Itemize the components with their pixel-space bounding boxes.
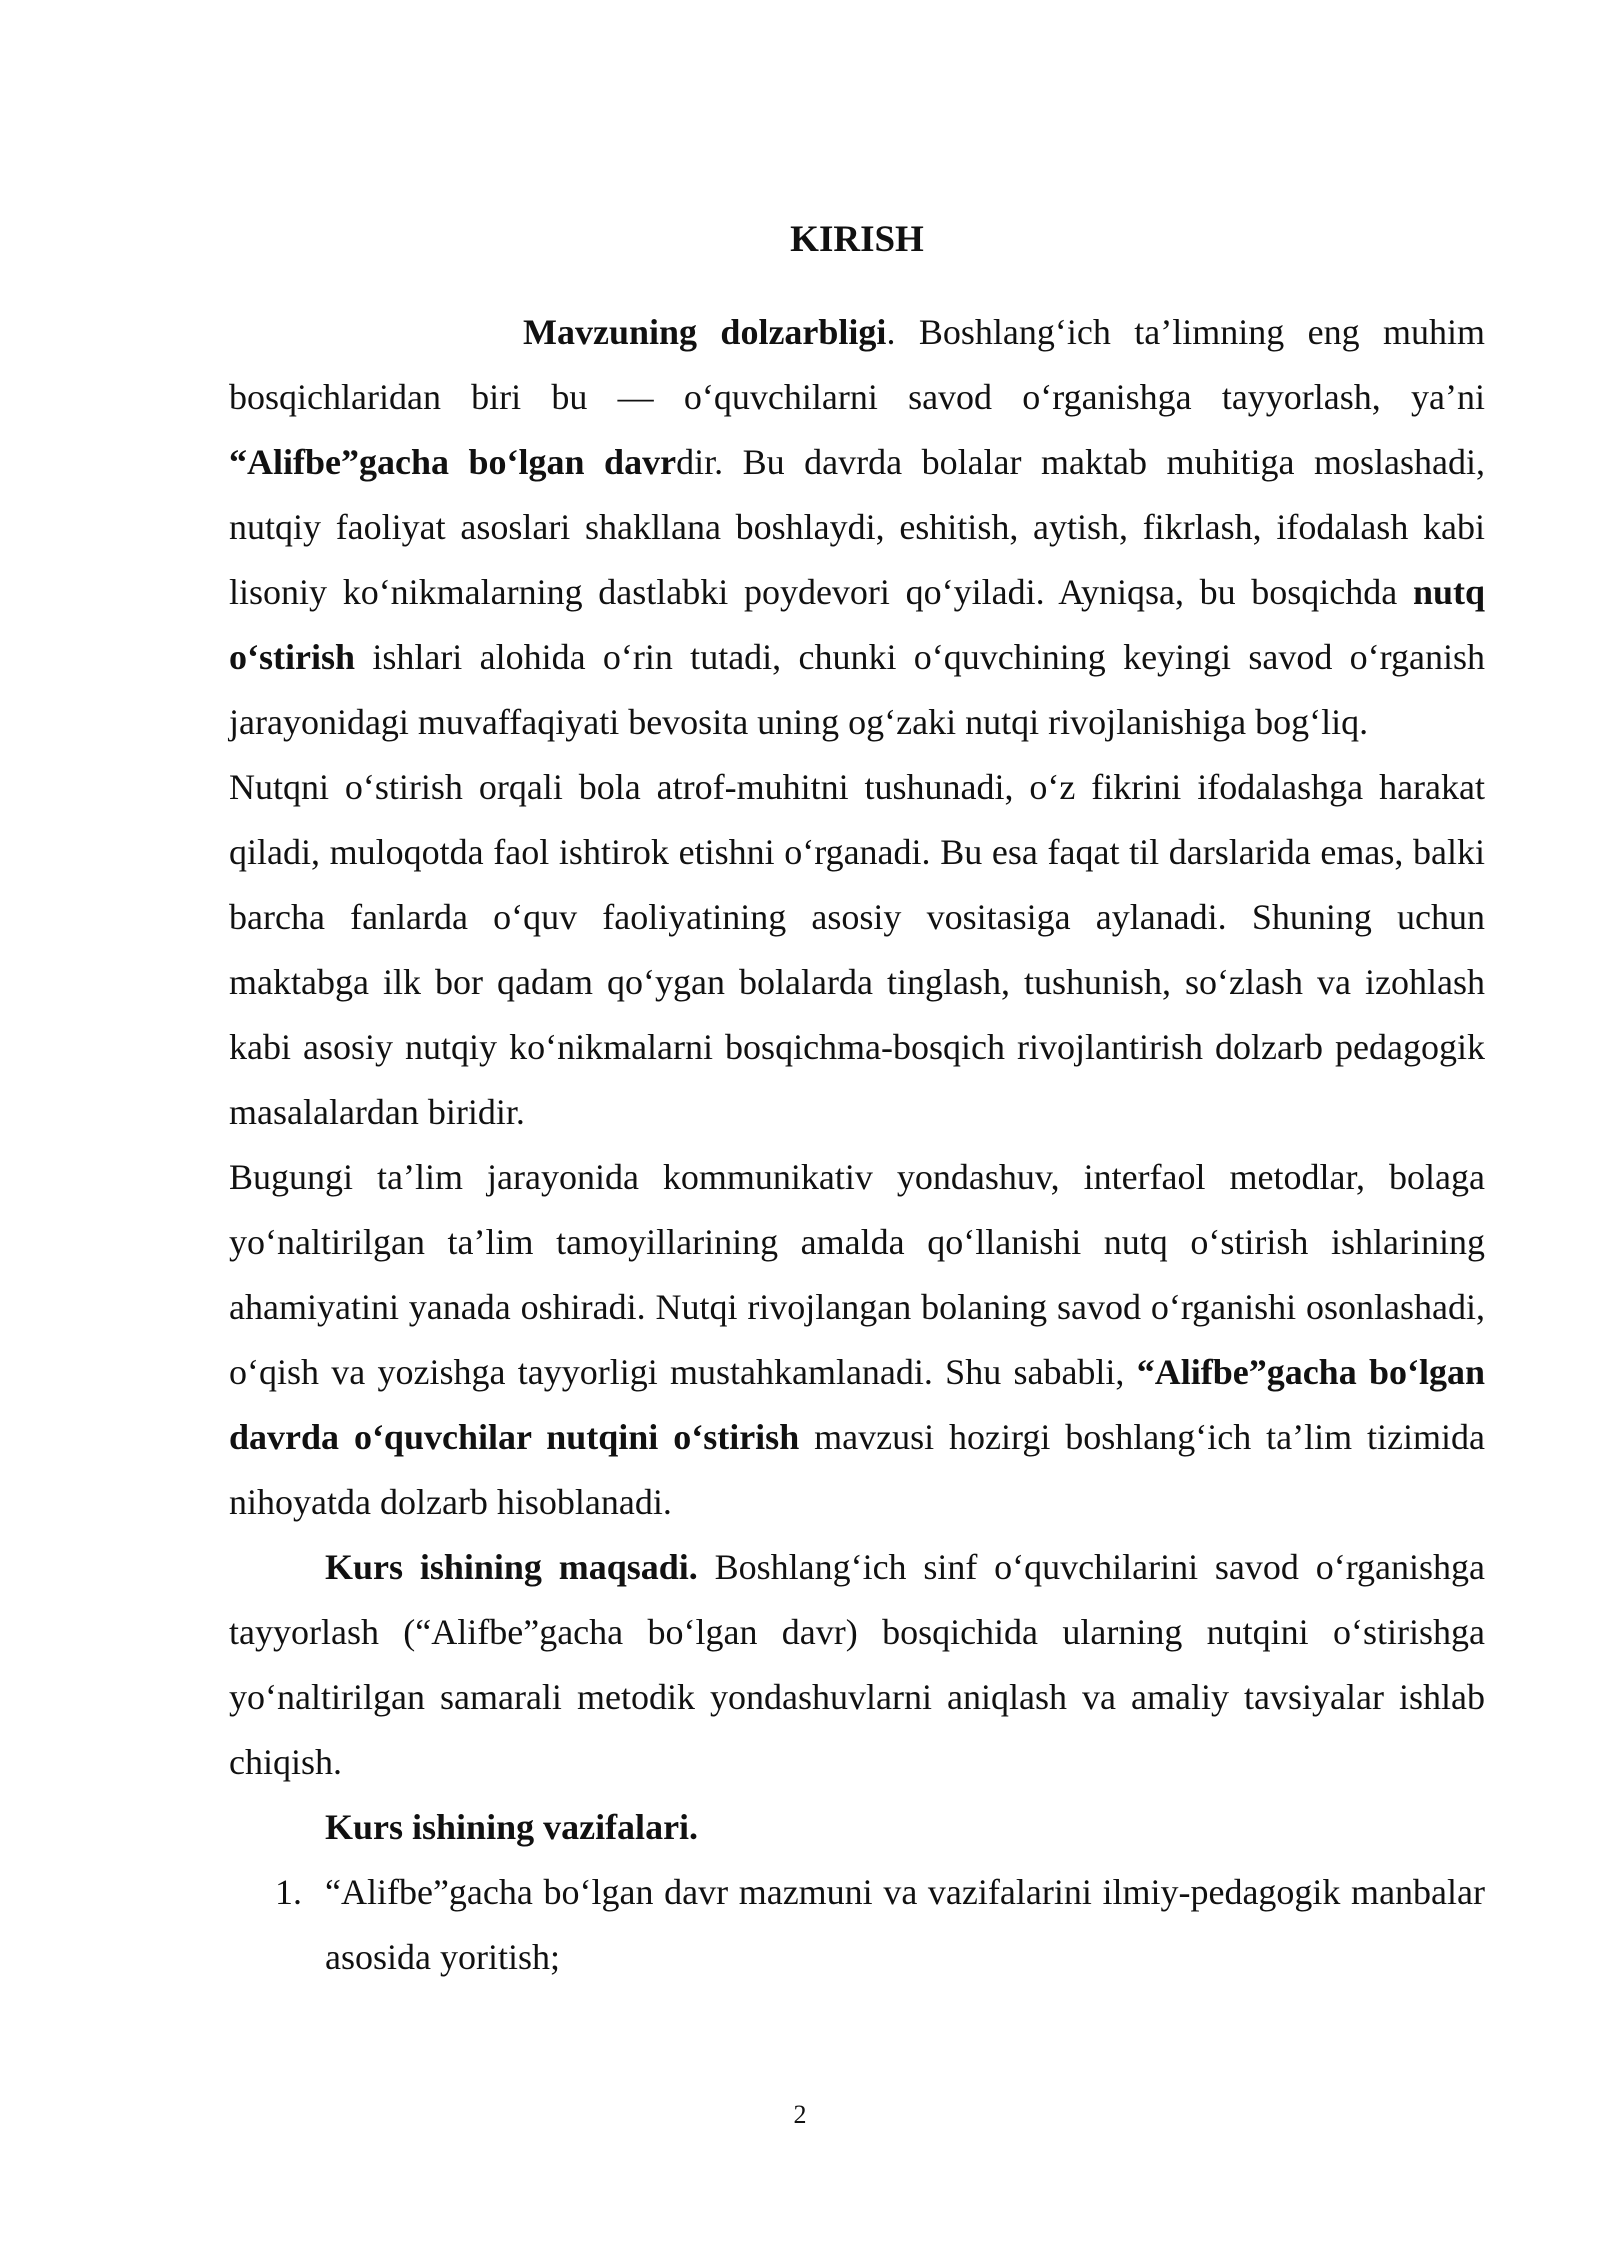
tasks-list: [229, 1860, 1485, 1990]
speech-development-term: nutq o‘stirish: [229, 572, 1485, 677]
list-item-number: 1.: [275, 1872, 302, 1912]
goal-heading: Kurs ishining maqsadi.: [325, 1547, 698, 1587]
relevance-paragraph-1: Mavzuning dolzarbligi. Boshlang‘ich ta’limning eng muhim bosqichlaridan biri bu — o‘quvchilarni savod o‘rganishga tayyorlash, ya’ni “Alifbe”gacha bo‘lgan davrdir. Bu davrda bolalar maktab muhitiga moslashadi, nutqiy faoliyat asoslari shakllana boshlaydi, eshitish, aytish, fikrlash, ifodalash kabi lisoniy ko‘nikmalarning dastlabki poydevori qo‘yiladi. Ayniqsa, bu bosqichda nutq o‘stirish ishlari alohida o‘rin tutadi, chunki o‘quvchining keyingi savod o‘rganish jarayonidagi muvaffaqiyati bevosita uning og‘zaki nutqi rivojlanishiga bog‘liq.: [229, 312, 1485, 742]
page-title: KIRISH: [790, 219, 924, 260]
relevance-paragraph-3: Bugungi ta’lim jarayonida kommunikativ yondashuv, interfaol metodlar, bolaga yo‘naltirilgan ta’lim tamoyillarining amalda qo‘llanishi nutq o‘stirish ishlarining ahamiyatini yanada oshiradi. Nutqi rivojlangan bolaning savod o‘rganishi osonlashadi, o‘qish va yozishga tayyorligi mustahkamlanadi. Shu sababli, “Alifbe”gacha bo‘lgan davrda o‘quvchilar nutqini o‘stirish mavzusi hozirgi boshlang‘ich ta’lim tizimida nihoyatda dolzarb hisoblanadi.: [229, 1157, 1485, 1522]
tasks-heading: Kurs ishining vazifalari.: [325, 1807, 699, 1847]
list-item: [229, 1860, 1485, 1990]
document-page: [229, 210, 1485, 1990]
alifbe-period-term: “Alifbe”gacha bo‘lgan davr: [229, 442, 677, 482]
topic-title-term: “Alifbe”gacha bo‘lgan davrda o‘quvchilar nutqini o‘stirish: [229, 1352, 1485, 1457]
list-item-text: “Alifbe”gacha bo‘lgan davr mazmuni va vazifalarini ilmiy-pedagogik manbalar asosida yoritish;: [325, 1872, 1485, 1977]
relevance-paragraph-2: Nutqni o‘stirish orqali bola atrof-muhitni tushunadi, o‘z fikrini ifodalashga harakat qiladi, muloqotda faol ishtirok etishni o‘rganadi. Bu esa faqat til darslarida emas, balki barcha fanlarda o‘quv faoliyatining asosiy vositasiga aylanadi. Shuning uchun maktabga ilk bor qadam qo‘ygan bolalarda tinglash, tushunish, so‘zlash va izohlash kabi asosiy nutqiy ko‘nikmalarni bosqichma-bosqich rivojlantirish dolzarb pedagogik masalalardan biridir.: [229, 767, 1485, 1132]
goal-paragraph: Kurs ishining maqsadi. Boshlang‘ich sinf o‘quvchilarini savod o‘rganishga tayyorlash (“Alifbe”gacha bo‘lgan davr) bosqichida ularning nutqini o‘stirishga yo‘naltirilgan samarali metodik yondashuvlarni aniqlash va amaliy tavsiyalar ishlab chiqish.: [229, 1547, 1486, 1782]
relevance-heading: Mavzuning dolzarbligi: [523, 312, 887, 352]
page-number: 2: [793, 2100, 807, 2129]
